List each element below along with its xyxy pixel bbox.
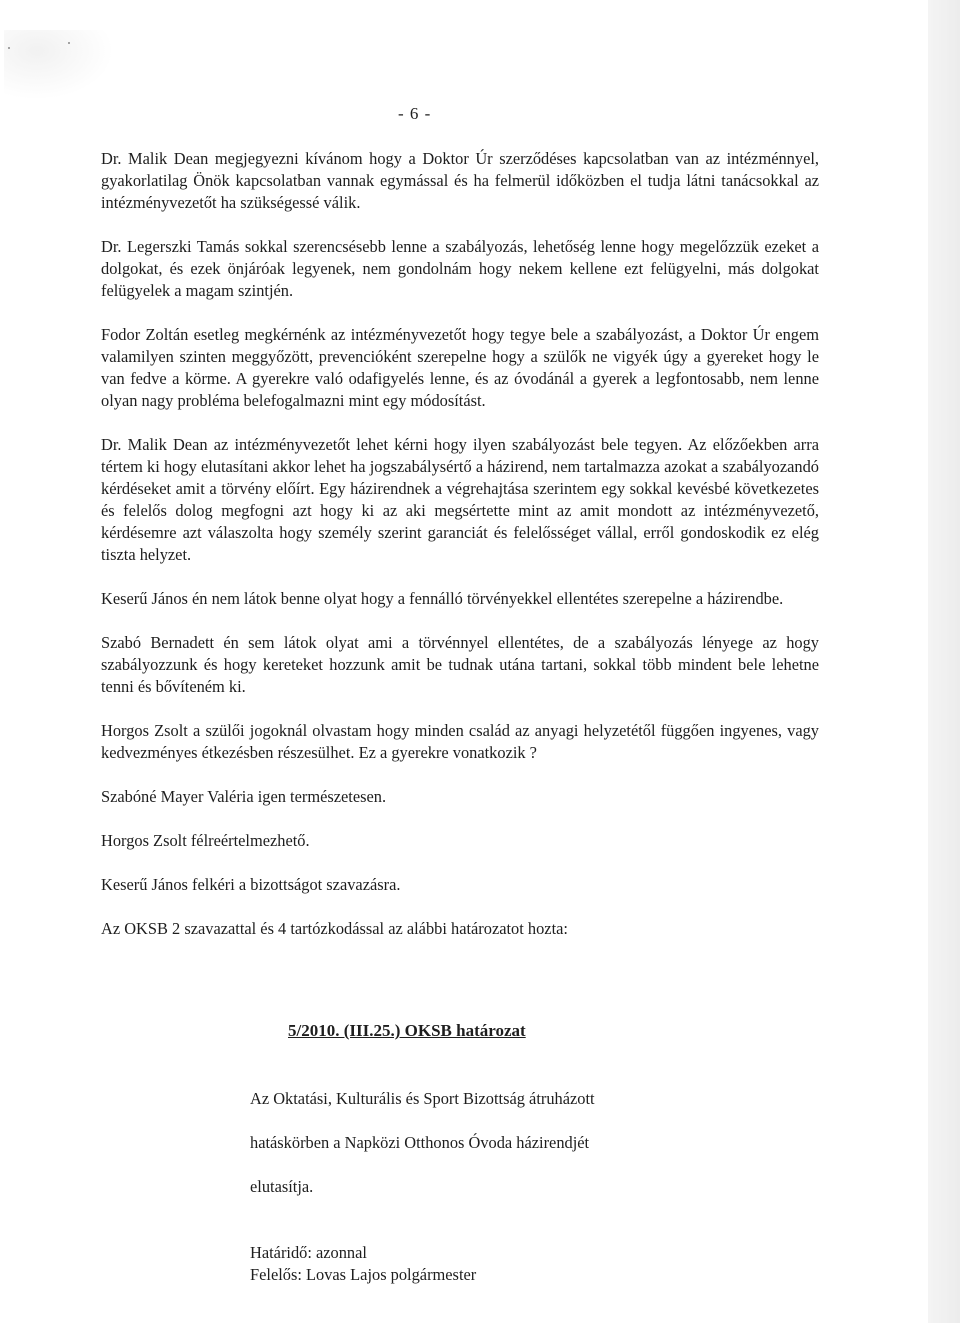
paragraph-szabone: Szabóné Mayer Valéria igen természetesen.	[101, 787, 387, 806]
paragraph-keseru-2: Keserű János felkéri a bizottságot szavazásra.	[101, 875, 401, 894]
resolution-text-line: Az Oktatási, Kulturális és Sport Bizottság átruházott	[250, 1089, 595, 1108]
scan-corner-smudge	[4, 30, 114, 100]
resolution-footer	[250, 1242, 810, 1286]
paragraph-malik-1: Dr. Malik Dean megjegyezni kívánom hogy a Doktor Úr szerződéses kapcsolatban van az intézménnyel, gyakorlatilag Önök kapcsolatban vannak egymással és ha felmerül időközben el tudja látni tanácsokkal az intézményvezetőt ha szükségessé válik.	[101, 149, 819, 212]
resolution-title: 5/2010. (III.25.) OKSB határozat	[288, 1021, 526, 1040]
page-number: - 6 -	[398, 104, 432, 123]
document-body	[101, 148, 819, 962]
resolution-text	[250, 1066, 810, 1220]
paragraph-legerszki: Dr. Legerszki Tamás sokkal szerencsésebb lenne a szabályozás, lehetőség lenne hogy megelőzzük ezeket a dolgokat, és ezek önjáróak legyenek, nem gondolnám hogy nekem kellene ezt felügyelni, más dolgokat felügyelek a magam szintjén.	[101, 237, 819, 300]
paragraph-vote-result: Az OKSB 2 szavazattal és 4 tartózkodással az alábbi határozatot hozta:	[101, 919, 568, 938]
paragraph-szabo: Szabó Bernadett én sem látok olyat ami a törvénnyel ellentétes, de a szabályozás lényege az hogy szabályozzunk és hogy kereteket hozzunk amit be tudnak utána tartani, sokkal több mindent bele lehetne tenni és bővíteném ki.	[101, 633, 819, 696]
resolution-text-line: elutasítja.	[250, 1177, 314, 1196]
paragraph-keseru-1: Keserű János én nem látok benne olyat hogy a fennálló törvényekkel ellentétes szerepelne a házirendbe.	[101, 589, 784, 608]
paragraph-fodor: Fodor Zoltán esetleg megkérnénk az intézményvezetőt hogy tegye bele a szabályozást, a Doktor Úr engem valamilyen szinten meggyőzött, prevencióként szerepelne hogy a szülők ne vigyék úgy a gyereket hogy le van fedve a körme. A gyerekre való odafigyelés lenne, és az óvodánál a gyerek a legfontosabb, nem lenne olyan nagy probléma belefogalmazni mint egy módosítást.	[101, 325, 819, 410]
scan-speck	[68, 42, 70, 44]
scan-page-edge	[928, 0, 960, 1323]
resolution-deadline: Határidő: azonnal	[250, 1243, 367, 1262]
paragraph-malik-2: Dr. Malik Dean az intézményvezetőt lehet kérni hogy ilyen szabályozást bele tegyen. Az előzőekben arra tértem ki hogy elutasítani akkor lehet ha jogszabálysértő a házirend, nem tartalmazza azokat a szabályozandó kérdéseket amit a törvény előírt. Egy házirendnek a végrehajtása szerintem egy sokkal kevésbé következetes és felelős dolog megfogni azt hogy ki az aki megsértette mint az amit mondott az intézményvezető, kérdésemre azt válaszolta hogy személy szerint garanciát és felelősséget vállal, erről gondoskodik ez elég tiszta helyzet.	[101, 435, 819, 564]
paragraph-horgos-1: Horgos Zsolt a szülői jogoknál olvastam hogy minden család az anyagi helyzetétől függően ingyenes, vagy kedvezményes étkezésben részesülhet. Ez a gyerekre vonatkozik ?	[101, 721, 819, 762]
paragraph-horgos-2: Horgos Zsolt félreértelmezhető.	[101, 831, 310, 850]
resolution-responsible: Felelős: Lovas Lajos polgármester	[250, 1265, 477, 1284]
resolution-block	[250, 1020, 810, 1286]
resolution-text-line: hatáskörben a Napközi Otthonos Óvoda házirendjét	[250, 1133, 590, 1152]
scan-speck	[8, 47, 10, 49]
